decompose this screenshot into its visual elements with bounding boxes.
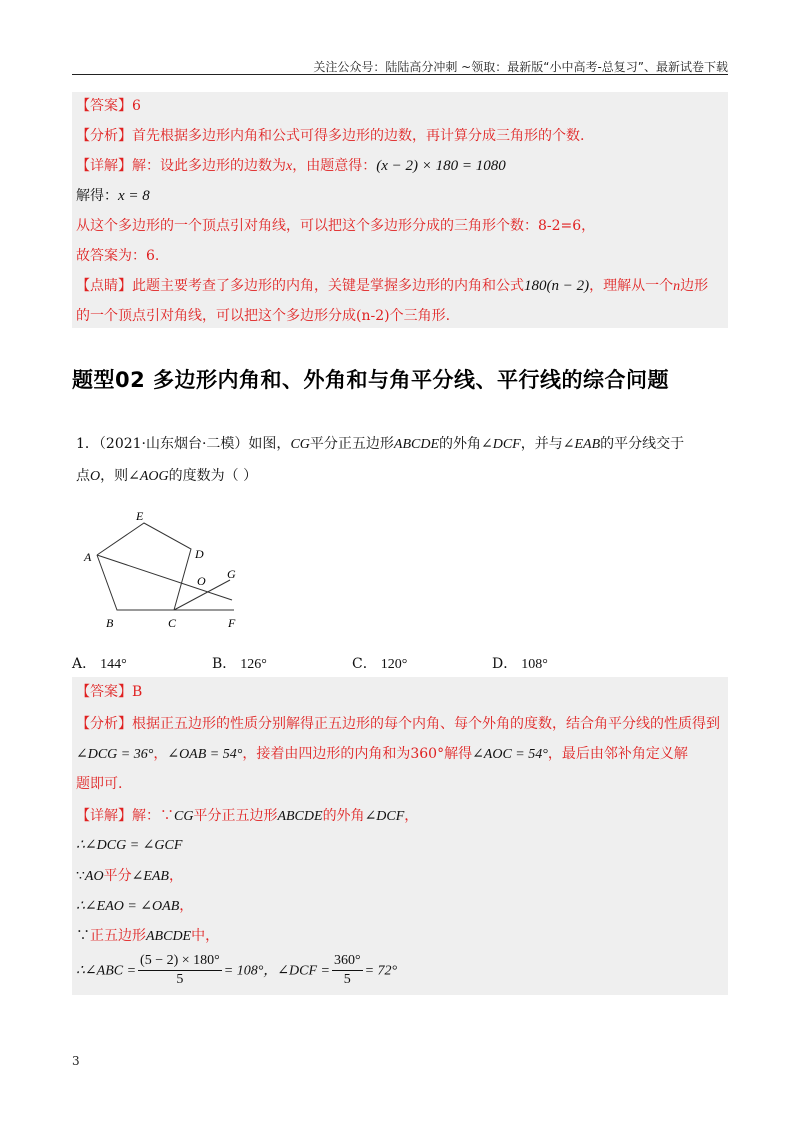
label-e: E (136, 509, 144, 523)
detail-tag-2: 【详解】 (76, 808, 132, 824)
question-line-1 (76, 434, 684, 455)
choice-d[interactable]: D． 108° (492, 656, 548, 672)
analysis2-end: ，最后由邻补角定义解 (547, 746, 688, 762)
analysis2-l1: 根据正五边形的性质分别解得正五边形的每个内角、每个外角的度数，结合角平分线的性质得到 (132, 716, 720, 732)
detail-tag: 【详解】 (76, 158, 132, 174)
analysis-tag-2: 【分析】 (76, 716, 132, 732)
solve-equation: x = 8 (118, 188, 150, 204)
page-number: 3 (72, 1054, 80, 1068)
label-a: A (84, 550, 92, 564)
answer-line-2 (76, 682, 142, 702)
q2-angle: ∠AOG (128, 469, 169, 484)
solve-line (76, 186, 150, 206)
q2-c: ，则 (100, 468, 129, 484)
analysis2-line-1 (76, 714, 720, 734)
detail-equation: (x − 2) × 180 = 1080 (376, 158, 506, 174)
choice-c[interactable]: C． 120° (352, 656, 408, 672)
label-d: D (195, 547, 204, 561)
comment-line-2: 的一个顶点引对角线，可以把这个多边形分成(n-2)个三角形. (76, 308, 451, 324)
answer-tag-2: 【答案】 (76, 684, 132, 700)
diagonal-line: 从这个多边形的一个顶点引对角线，可以把这个多边形分成的三角形个数：8-2=6， (76, 218, 596, 234)
comment-tag: 【点睛】 (76, 278, 132, 294)
q-angle-dcf: ∠DCF (481, 437, 521, 452)
detail-line-1 (76, 156, 506, 177)
q-text-c: 平分正五边形 (309, 436, 394, 452)
q2-a: 点 (76, 468, 90, 484)
answer-tag: 【答案】 (76, 98, 132, 114)
answer-value: 6 (132, 98, 141, 114)
label-o: O (197, 574, 206, 588)
q-text-g: ，并与 (520, 436, 563, 452)
comment-n: n (673, 279, 681, 294)
analysis-line-1 (76, 126, 584, 146)
answer-conclusion: 故答案为：6. (76, 248, 160, 264)
fraction-dcf: $\frac{360^\circ}{5}$ (333, 953, 361, 987)
q-prefix: 1．（2021·山东烟台·二模）如图， (76, 436, 291, 452)
comment-text-2: ，理解从一个 (589, 278, 674, 294)
analysis2-line-3: 题即可. (76, 776, 123, 792)
pentagon-figure (80, 505, 260, 635)
label-c: C (168, 616, 177, 630)
fraction-abc: $\frac{(5 - 2) \times 180^\circ}{5}$ (140, 953, 220, 987)
section-title: 题型02 多边形内角和、外角和与角平分线、平行线的综合问题 (72, 368, 670, 392)
label-b: B (106, 616, 114, 630)
answer-line-1 (76, 96, 141, 116)
answer-value-2: B (132, 684, 143, 700)
analysis2-line-2 (76, 744, 688, 765)
analysis-tag: 【分析】 (76, 128, 132, 144)
solve-label: 解得： (76, 188, 118, 204)
detail-text: 解：设此多边形的边数为 (132, 158, 286, 174)
detail-mid: ，由题意得： (292, 158, 377, 174)
q2-e: 的度数为（ ） (168, 468, 258, 484)
detail2-line-1: 【详解】解：∵CG平分正五边形ABCDE的外角∠DCF， (76, 808, 419, 824)
q-text-i: 的平分线交于 (600, 436, 685, 452)
detail2-line-4: ∴∠EAO = ∠OAB， (76, 898, 194, 914)
choice-b[interactable]: B． 126° (212, 656, 267, 672)
q-pentagon: ABCDE (393, 437, 439, 452)
q-cg: CG (290, 437, 310, 452)
q-text-e: 的外角 (439, 436, 481, 452)
comment-formula: 180(n − 2) (524, 278, 590, 294)
q2-o: O (90, 469, 101, 484)
detail2-line-2: ∴∠DCG = ∠GCF (76, 838, 183, 853)
analysis2-mid: ，接着由四边形的内角和为360°解得 (242, 746, 473, 762)
analysis-text: 首先根据多边形内角和公式可得多边形的边数，再计算分成三角形的个数. (132, 128, 585, 144)
detail2-line-6: ∴∠ABC = $\frac{(5 - 2) \times 180^\circ}{5}$ = 108°，∠DCF = $\frac{360^\circ}{5}$ = 72° (76, 953, 398, 987)
comment-text-3: 边形 (680, 278, 709, 294)
detail2-line-3: ∵AO平分∠EAB， (76, 868, 183, 884)
analysis2-oab: ∠OAB = 54° (167, 747, 243, 762)
comment-line-1 (76, 276, 708, 297)
label-f: F (228, 616, 236, 630)
label-g: G (227, 567, 236, 581)
comment-text-1: 此题主要考查了多边形的内角，关键是掌握多边形的内角和公式 (132, 278, 524, 294)
detail2-line-5: ∵正五边形ABCDE中， (76, 928, 220, 944)
page-header: 关注公众号：陆陆高分冲刺 ~领取：最新版“小中高考-总复习”、最新试卷下载 (313, 60, 728, 74)
pentagon-outline (97, 523, 191, 610)
header-divider (72, 74, 728, 75)
analysis2-sep: ， (153, 746, 168, 762)
analysis2-aoc: ∠AOC = 54° (472, 747, 548, 762)
choice-a[interactable]: A． 144° (72, 656, 127, 672)
detail-var: x (286, 159, 293, 174)
question-line-2 (76, 466, 257, 487)
analysis2-dcg: ∠DCG = 36° (76, 747, 154, 762)
line-ao (97, 555, 232, 600)
q-angle-eab: ∠EAB (562, 437, 601, 452)
